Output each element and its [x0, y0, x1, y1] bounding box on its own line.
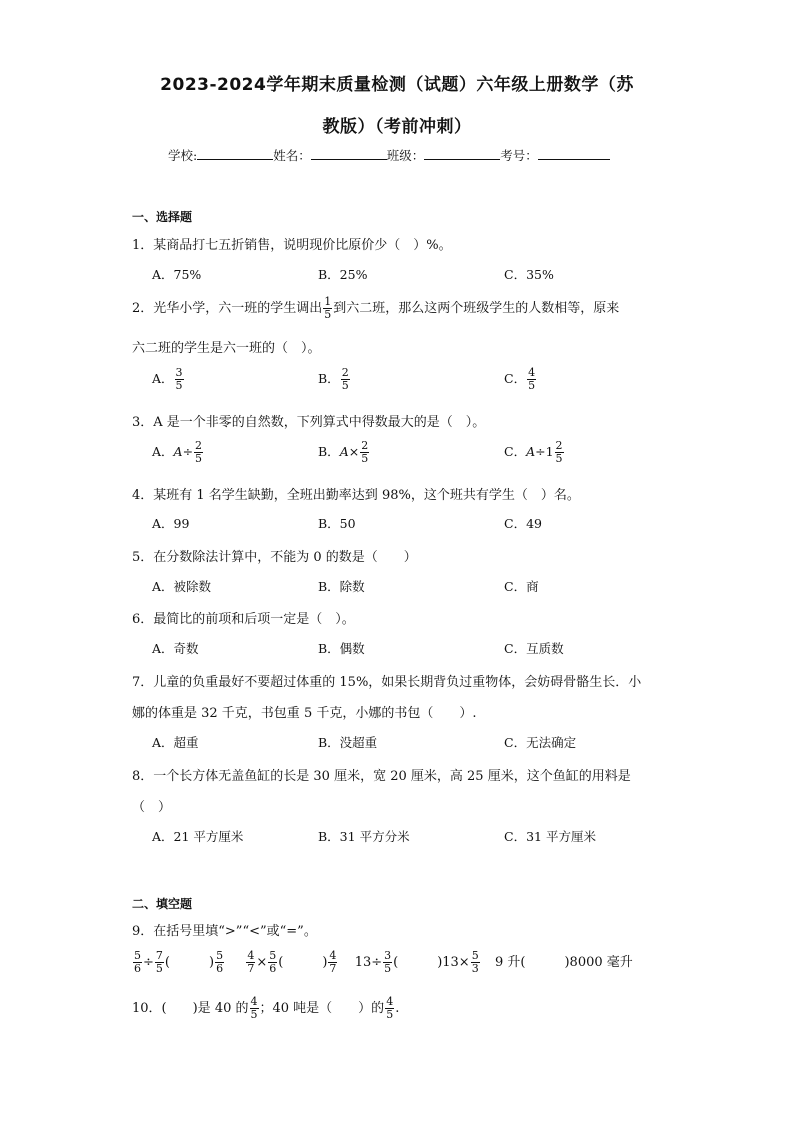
numerator: 3	[384, 949, 392, 962]
denominator: 5	[386, 1008, 394, 1021]
denominator: 5	[195, 452, 203, 465]
q2-option-a[interactable]	[152, 367, 185, 392]
denominator: 6	[134, 962, 141, 975]
answer-blank[interactable]: ( )13×	[393, 955, 470, 970]
question-10	[132, 996, 399, 1021]
denominator: 5	[555, 452, 563, 465]
numerator: 5	[471, 949, 479, 962]
school-label: 学校:	[168, 148, 198, 163]
q9-expression-4[interactable]: 9 升( )8000 毫升	[495, 955, 633, 970]
denominator: 5	[175, 379, 183, 392]
q5-option-c[interactable]: C．商	[504, 579, 539, 594]
operator: ÷	[143, 955, 154, 970]
variable-a: A	[339, 444, 349, 459]
numerator: 5	[269, 949, 277, 962]
option-label: C．	[504, 444, 527, 459]
numerator: 5	[134, 949, 141, 962]
class-label: 班级：	[386, 148, 425, 163]
q2-text-pre: 2．光华小学，六一班的学生调出	[132, 301, 323, 316]
option-label: A．	[152, 444, 174, 459]
question-9-expressions	[132, 950, 633, 975]
page-title-line-1: 2023-2024学年期末质量检测（试题）六年级上册数学（苏	[160, 75, 634, 95]
fraction	[215, 950, 224, 975]
operator: ÷	[182, 444, 194, 459]
numerator: 2	[361, 439, 369, 452]
numerator: 4	[528, 366, 536, 379]
numerator: 7	[155, 949, 163, 962]
fraction	[268, 950, 277, 975]
question-9: 9．在括号里填“>”“<”或“=”。	[132, 924, 317, 939]
operator: ÷1	[535, 444, 554, 459]
fraction	[471, 950, 480, 975]
option-fraction	[555, 440, 564, 465]
q9-expression-1	[132, 949, 225, 975]
numerator: 4	[386, 995, 394, 1008]
denominator: 5	[528, 379, 536, 392]
denominator: 5	[384, 962, 392, 975]
fraction	[246, 950, 255, 975]
q8-option-c[interactable]: C．31 平方厘米	[504, 829, 596, 844]
q2-fraction	[323, 296, 332, 321]
operator: ×	[348, 444, 360, 459]
question-3: 3．A 是一个非零的自然数，下列算式中得数最大的是（ ）。	[132, 415, 486, 430]
fraction	[250, 996, 259, 1021]
fraction	[155, 950, 164, 975]
name-blank[interactable]	[311, 147, 387, 160]
numerator: 5	[216, 949, 224, 962]
q2-option-b[interactable]	[318, 367, 351, 392]
section-heading-choice: 一、选择题	[132, 210, 193, 224]
q3-option-b[interactable]	[318, 440, 370, 465]
question-8-line-2: （ ）	[132, 800, 172, 815]
student-info-row	[168, 146, 610, 164]
option-fraction	[341, 367, 350, 392]
option-label: C．	[504, 371, 527, 386]
option-label: B．	[318, 371, 340, 386]
numerator: 1	[324, 295, 332, 308]
q1-option-c[interactable]: C．35%	[504, 267, 554, 282]
numerator: 2	[341, 366, 349, 379]
question-6: 6．最简比的前项和后项一定是（ ）。	[132, 612, 355, 627]
question-2	[132, 296, 619, 321]
q3-option-a[interactable]	[152, 440, 204, 465]
answer-blank[interactable]: ( )	[278, 955, 328, 970]
numerator: 3	[175, 366, 183, 379]
option-fraction	[175, 367, 184, 392]
q9-expression-3	[354, 949, 481, 975]
numerator: 2	[195, 439, 203, 452]
q5-option-b[interactable]: B．除数	[318, 579, 365, 594]
question-5: 5．在分数除法计算中，不能为 0 的数是（ ）	[132, 550, 417, 565]
q1-option-b[interactable]: B．25%	[318, 267, 368, 282]
fraction	[385, 996, 394, 1021]
question-7-line-2: 娜的体重是 32 千克，书包重 5 千克，小娜的书包（ ）.	[132, 706, 477, 721]
q7-option-c[interactable]: C．无法确定	[504, 735, 577, 750]
q6-option-b[interactable]: B．偶数	[318, 641, 365, 656]
numerator: 4	[247, 949, 255, 962]
q2-option-c[interactable]	[504, 367, 537, 392]
denominator: 7	[329, 962, 337, 975]
q6-option-a[interactable]: A．奇数	[152, 641, 199, 656]
q8-option-b[interactable]: B．31 平方分米	[318, 829, 410, 844]
numerator: 4	[250, 995, 258, 1008]
q6-option-c[interactable]: C．互质数	[504, 641, 564, 656]
fraction	[328, 950, 337, 975]
question-8: 8．一个长方体无盖鱼缸的长是 30 厘米，宽 20 厘米，高 25 厘米，这个鱼缸的用料是	[132, 769, 631, 784]
denominator: 6	[269, 962, 277, 975]
q7-option-a[interactable]: A．超重	[152, 735, 199, 750]
name-label: 姓名：	[273, 148, 311, 163]
q5-option-a[interactable]: A．被除数	[152, 579, 212, 594]
question-7: 7．儿童的负重最好不要超过体重的 15%，如果长期背负过重物体，会妨碍骨骼生长．小	[132, 675, 642, 690]
q1-option-a[interactable]: A．75%	[152, 267, 202, 282]
numerator: 2	[555, 439, 563, 452]
class-blank[interactable]	[424, 147, 500, 160]
question-2-line-2: 六二班的学生是六一班的（ ）。	[132, 341, 321, 356]
q2-text-post: 到六二班，那么这两个班级学生的人数相等，原来	[333, 301, 620, 316]
question-4: 4．某班有 1 名学生缺勤，全班出勤率达到 98%，这个班共有学生（ ）名。	[132, 488, 580, 503]
denominator: 5	[250, 1008, 258, 1021]
fraction	[133, 950, 142, 975]
option-label: B．	[318, 444, 340, 459]
denominator: 6	[216, 962, 224, 975]
q3-option-c[interactable]	[504, 440, 565, 465]
expression-prefix: 13÷	[354, 955, 383, 970]
denominator: 3	[471, 962, 479, 975]
fraction	[383, 950, 392, 975]
q4-option-c[interactable]: C．49	[504, 516, 542, 531]
q4-option-a[interactable]: A．99	[152, 516, 190, 531]
option-fraction	[360, 440, 369, 465]
school-blank[interactable]	[197, 147, 273, 160]
q10-text-mid[interactable]: ；40 吨是（ ）的	[259, 1001, 385, 1016]
option-label: A．	[152, 371, 174, 386]
q8-option-a[interactable]: A．21 平方厘米	[152, 829, 244, 844]
q10-text-post: .	[395, 1001, 400, 1016]
operator: ×	[256, 955, 268, 970]
denominator: 5	[361, 452, 369, 465]
number-label: 考号：	[500, 148, 538, 163]
q10-text-pre[interactable]: 10．( )是 40 的	[132, 1001, 249, 1016]
denominator: 5	[341, 379, 349, 392]
denominator: 5	[155, 962, 163, 975]
q7-option-b[interactable]: B．没超重	[318, 735, 378, 750]
question-1: 1．某商品打七五折销售，说明现价比原价少（ ）%。	[132, 238, 452, 253]
option-fraction	[194, 440, 203, 465]
denominator: 5	[324, 308, 332, 321]
variable-a: A	[173, 444, 183, 459]
page-title-line-2: 教版）（考前冲刺）	[322, 117, 472, 137]
option-fraction	[527, 367, 536, 392]
denominator: 7	[247, 962, 255, 975]
number-blank[interactable]	[538, 147, 610, 160]
answer-blank[interactable]: ( )	[164, 955, 215, 970]
section-heading-fill: 二、填空题	[132, 897, 193, 911]
numerator: 4	[329, 949, 337, 962]
variable-a: A	[526, 444, 536, 459]
q9-expression-2	[245, 949, 338, 975]
q4-option-b[interactable]: B．50	[318, 516, 356, 531]
